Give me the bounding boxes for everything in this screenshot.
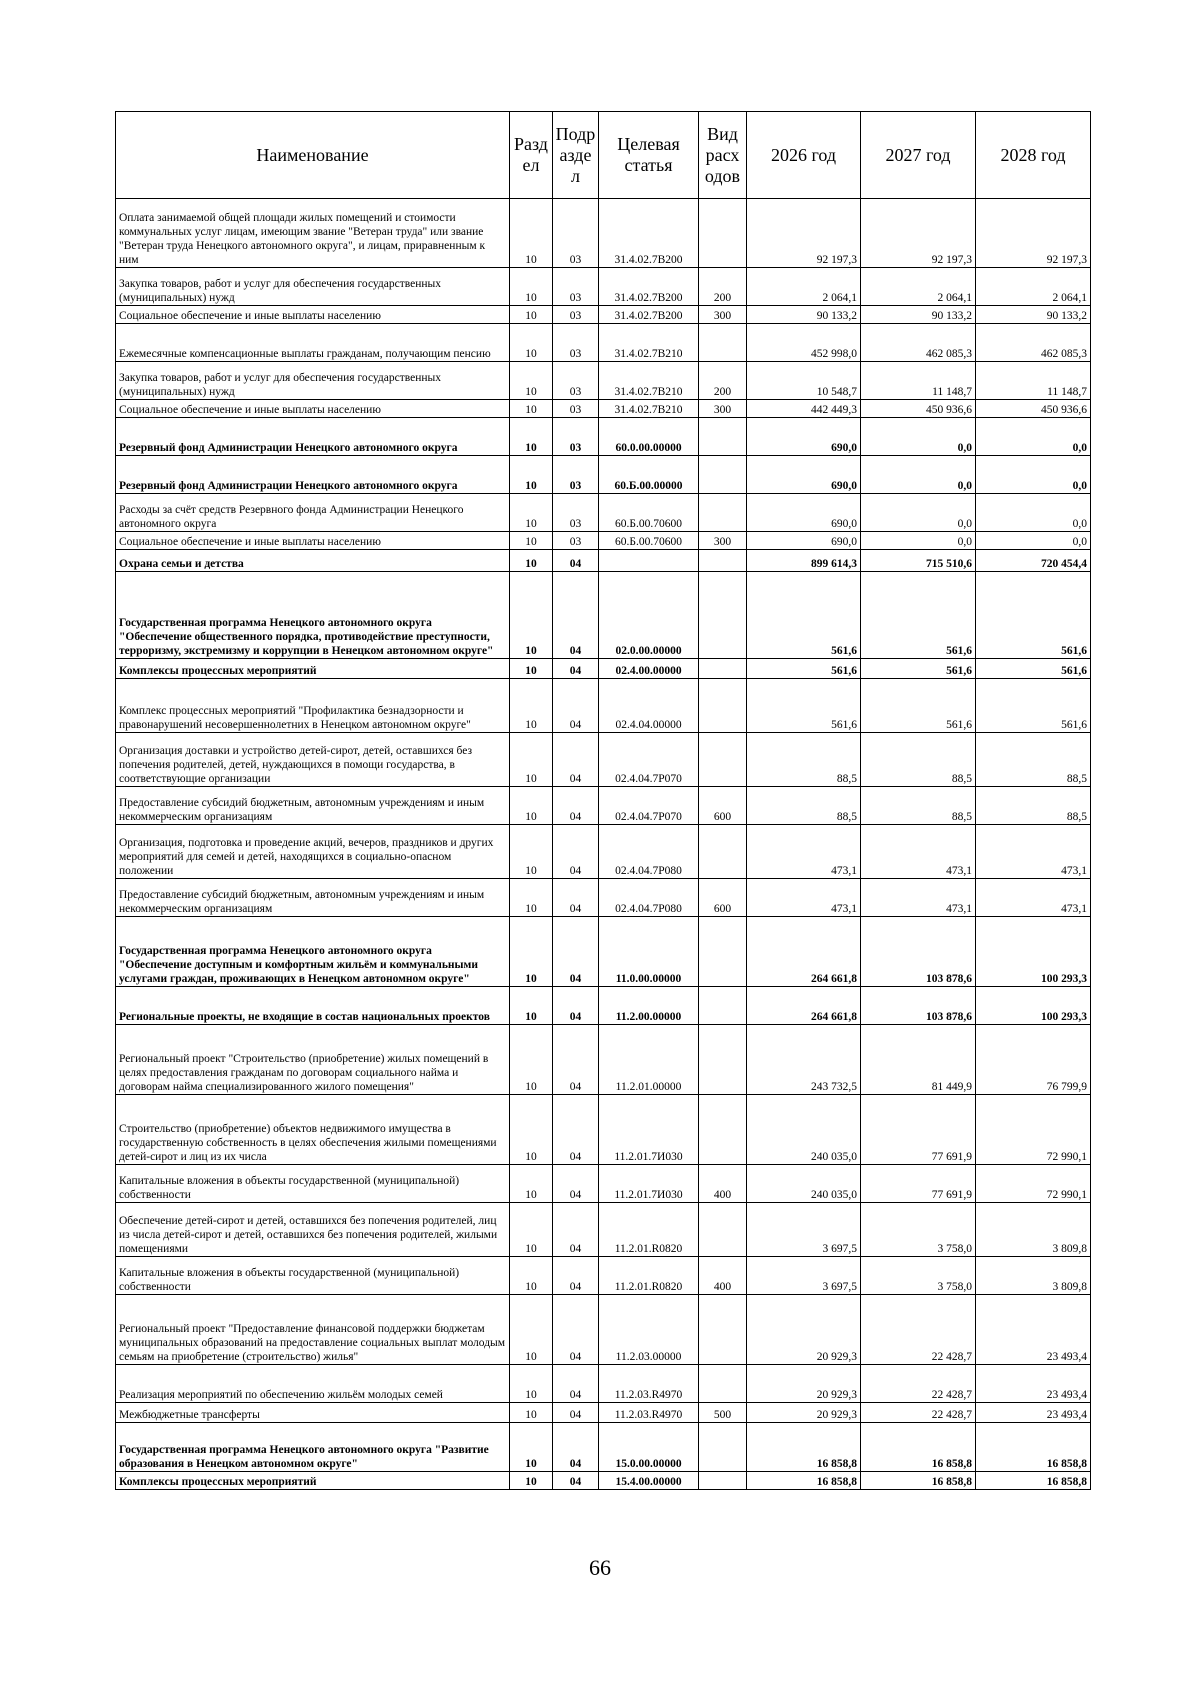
row-2026-cell: 473,1: [747, 879, 861, 917]
table-row: [116, 306, 1091, 324]
row-name-cell: Государственная программа Ненецкого автономного округа "Обеспечение доступным и комфортным жильём и коммунальными услугами граждан, проживающих в Ненецком автономном округе": [116, 917, 510, 987]
row-2027-cell: 561,6: [861, 659, 976, 679]
row-razdel-cell: 10: [510, 825, 553, 879]
row-2027-cell: 77 691,9: [861, 1095, 976, 1165]
row-name-cell: Социальное обеспечение и иные выплаты населению: [116, 306, 510, 324]
row-2028-cell: 0,0: [976, 456, 1091, 494]
row-vid-cell: 600: [699, 787, 747, 825]
row-podrazdel-cell: 03: [553, 199, 599, 268]
row-2026-cell: 690,0: [747, 494, 861, 532]
row-2027-cell: 715 510,6: [861, 550, 976, 572]
row-razdel-cell: 10: [510, 917, 553, 987]
row-razdel-cell: 10: [510, 1025, 553, 1095]
row-target-cell: 60.Б.00.70600: [599, 494, 699, 532]
row-2026-cell: 20 929,3: [747, 1403, 861, 1423]
row-razdel-cell: 10: [510, 199, 553, 268]
row-vid-cell: 300: [699, 306, 747, 324]
row-2026-cell: 16 858,8: [747, 1423, 861, 1472]
row-2026-cell: 3 697,5: [747, 1203, 861, 1257]
table-row: [116, 1165, 1091, 1203]
row-podrazdel-cell: 03: [553, 494, 599, 532]
row-target-cell: 02.4.00.00000: [599, 659, 699, 679]
row-2027-cell: 90 133,2: [861, 306, 976, 324]
row-name-cell: Региональные проекты, не входящие в состав национальных проектов: [116, 987, 510, 1025]
row-2027-cell: 473,1: [861, 879, 976, 917]
row-vid-cell: [699, 1025, 747, 1095]
row-2027-cell: 3 758,0: [861, 1257, 976, 1295]
row-name-cell: Закупка товаров, работ и услуг для обеспечения государственных (муниципальных) нужд: [116, 268, 510, 306]
row-2028-cell: 76 799,9: [976, 1025, 1091, 1095]
row-podrazdel-cell: 04: [553, 917, 599, 987]
table-row: [116, 362, 1091, 400]
row-razdel-cell: 10: [510, 1295, 553, 1365]
row-target-cell: 11.2.01.R0820: [599, 1257, 699, 1295]
row-2028-cell: 11 148,7: [976, 362, 1091, 400]
row-2027-cell: 22 428,7: [861, 1365, 976, 1403]
table-row: [116, 733, 1091, 787]
budget-table: [115, 111, 1091, 1490]
table-row: [116, 917, 1091, 987]
row-vid-cell: 200: [699, 362, 747, 400]
col-header-2026: 2026 год: [747, 112, 861, 199]
row-2026-cell: 690,0: [747, 532, 861, 550]
row-2028-cell: 720 454,4: [976, 550, 1091, 572]
row-podrazdel-cell: 03: [553, 324, 599, 362]
row-2028-cell: 72 990,1: [976, 1095, 1091, 1165]
row-2026-cell: 264 661,8: [747, 917, 861, 987]
row-name-cell: Региональный проект "Предоставление финансовой поддержки бюджетам муниципальных образований на предоставление социальных выплат молодым семьям на приобретение (строительство) жилья": [116, 1295, 510, 1365]
row-2028-cell: 3 809,8: [976, 1203, 1091, 1257]
row-2026-cell: 243 732,5: [747, 1025, 861, 1095]
row-2027-cell: 11 148,7: [861, 362, 976, 400]
row-target-cell: 11.2.01.7И030: [599, 1165, 699, 1203]
row-razdel-cell: 10: [510, 268, 553, 306]
table-row: [116, 1472, 1091, 1490]
row-name-cell: Комплексы процессных мероприятий: [116, 1472, 510, 1490]
row-vid-cell: 200: [699, 268, 747, 306]
row-target-cell: 31.4.02.7В210: [599, 324, 699, 362]
row-2026-cell: 20 929,3: [747, 1295, 861, 1365]
row-2026-cell: 92 197,3: [747, 199, 861, 268]
row-name-cell: Капитальные вложения в объекты государственной (муниципальной) собственности: [116, 1165, 510, 1203]
row-target-cell: 11.2.01.00000: [599, 1025, 699, 1095]
table-row: [116, 1257, 1091, 1295]
row-2027-cell: 561,6: [861, 679, 976, 733]
row-2028-cell: 72 990,1: [976, 1165, 1091, 1203]
row-vid-cell: 300: [699, 400, 747, 418]
row-2027-cell: 92 197,3: [861, 199, 976, 268]
table-row: [116, 1403, 1091, 1423]
row-2027-cell: 450 936,6: [861, 400, 976, 418]
row-2027-cell: 0,0: [861, 494, 976, 532]
col-header-podrazdel: Подр азде л: [553, 112, 599, 199]
row-razdel-cell: 10: [510, 987, 553, 1025]
row-2028-cell: 561,6: [976, 679, 1091, 733]
row-vid-cell: [699, 1203, 747, 1257]
row-vid-cell: [699, 917, 747, 987]
row-2026-cell: 88,5: [747, 733, 861, 787]
row-razdel-cell: 10: [510, 550, 553, 572]
row-vid-cell: [699, 659, 747, 679]
row-target-cell: 02.4.04.7Р070: [599, 787, 699, 825]
row-podrazdel-cell: 04: [553, 787, 599, 825]
row-vid-cell: [699, 1295, 747, 1365]
row-2028-cell: 88,5: [976, 733, 1091, 787]
row-vid-cell: 400: [699, 1165, 747, 1203]
row-name-cell: Региональный проект "Строительство (приобретение) жилых помещений в целях предоставления гражданам по договорам социального найма и договорам найма специализированного жилого помещения": [116, 1025, 510, 1095]
row-vid-cell: [699, 572, 747, 659]
row-2027-cell: 88,5: [861, 733, 976, 787]
col-header-name: Наименование: [116, 112, 510, 199]
row-2027-cell: 81 449,9: [861, 1025, 976, 1095]
row-target-cell: 15.4.00.00000: [599, 1472, 699, 1490]
row-podrazdel-cell: 03: [553, 532, 599, 550]
row-2026-cell: 442 449,3: [747, 400, 861, 418]
table-row: [116, 659, 1091, 679]
row-vid-cell: 600: [699, 879, 747, 917]
row-vid-cell: [699, 987, 747, 1025]
row-2028-cell: 473,1: [976, 825, 1091, 879]
row-target-cell: 02.0.00.00000: [599, 572, 699, 659]
table-row: [116, 418, 1091, 456]
row-2027-cell: 561,6: [861, 572, 976, 659]
row-target-cell: [599, 550, 699, 572]
row-2027-cell: 0,0: [861, 456, 976, 494]
row-vid-cell: [699, 825, 747, 879]
row-target-cell: 11.2.03.00000: [599, 1295, 699, 1365]
col-header-2027: 2027 год: [861, 112, 976, 199]
row-podrazdel-cell: 04: [553, 1025, 599, 1095]
row-podrazdel-cell: 04: [553, 1403, 599, 1423]
row-vid-cell: [699, 1095, 747, 1165]
row-podrazdel-cell: 04: [553, 1365, 599, 1403]
row-name-cell: Межбюджетные трансферты: [116, 1403, 510, 1423]
row-2026-cell: 690,0: [747, 456, 861, 494]
row-podrazdel-cell: 04: [553, 879, 599, 917]
row-razdel-cell: 10: [510, 1257, 553, 1295]
row-razdel-cell: 10: [510, 879, 553, 917]
row-razdel-cell: 10: [510, 1423, 553, 1472]
row-vid-cell: [699, 494, 747, 532]
table-row: [116, 825, 1091, 879]
row-2026-cell: 240 035,0: [747, 1165, 861, 1203]
row-2028-cell: 16 858,8: [976, 1423, 1091, 1472]
row-razdel-cell: 10: [510, 494, 553, 532]
row-2026-cell: 240 035,0: [747, 1095, 861, 1165]
row-podrazdel-cell: 03: [553, 456, 599, 494]
row-2028-cell: 23 493,4: [976, 1403, 1091, 1423]
row-razdel-cell: 10: [510, 362, 553, 400]
row-target-cell: 60.Б.00.70600: [599, 532, 699, 550]
row-2026-cell: 20 929,3: [747, 1365, 861, 1403]
col-header-vid: Вид расх одов: [699, 112, 747, 199]
row-razdel-cell: 10: [510, 1403, 553, 1423]
row-name-cell: Государственная программа Ненецкого автономного округа "Обеспечение общественного порядка, противодействие преступности, терроризму, экстремизму и коррупции в Ненецком автономном округе": [116, 572, 510, 659]
row-2027-cell: 16 858,8: [861, 1423, 976, 1472]
row-podrazdel-cell: 03: [553, 268, 599, 306]
table-row: [116, 1095, 1091, 1165]
page-number: 66: [589, 1555, 611, 1580]
row-podrazdel-cell: 04: [553, 987, 599, 1025]
row-name-cell: Строительство (приобретение) объектов недвижимого имущества в государственную собственность в целях обеспечения жилыми помещениями детей-сирот и лиц из их числа: [116, 1095, 510, 1165]
row-2026-cell: 473,1: [747, 825, 861, 879]
row-2027-cell: 462 085,3: [861, 324, 976, 362]
row-name-cell: Охрана семьи и детства: [116, 550, 510, 572]
row-razdel-cell: 10: [510, 532, 553, 550]
row-2028-cell: 450 936,6: [976, 400, 1091, 418]
row-name-cell: Обеспечение детей-сирот и детей, оставшихся без попечения родителей, лиц из числа детей-сирот и детей, оставшихся без попечения родителей, жилыми помещениями: [116, 1203, 510, 1257]
row-2026-cell: 264 661,8: [747, 987, 861, 1025]
row-target-cell: 11.2.01.R0820: [599, 1203, 699, 1257]
row-target-cell: 11.2.01.7И030: [599, 1095, 699, 1165]
row-podrazdel-cell: 04: [553, 1165, 599, 1203]
row-razdel-cell: 10: [510, 306, 553, 324]
table-row: [116, 1365, 1091, 1403]
row-2026-cell: 899 614,3: [747, 550, 861, 572]
table-row: [116, 1025, 1091, 1095]
row-name-cell: Резервный фонд Администрации Ненецкого автономного округа: [116, 456, 510, 494]
row-name-cell: Организация доставки и устройство детей-сирот, детей, оставшихся без попечения родителей, детей, нуждающихся в помощи государства, в соответствующие организации: [116, 733, 510, 787]
row-name-cell: Государственная программа Ненецкого автономного округа "Развитие образования в Ненецком автономном округе": [116, 1423, 510, 1472]
row-target-cell: 11.2.03.R4970: [599, 1365, 699, 1403]
row-2026-cell: 452 998,0: [747, 324, 861, 362]
row-podrazdel-cell: 03: [553, 362, 599, 400]
row-name-cell: Закупка товаров, работ и услуг для обеспечения государственных (муниципальных) нужд: [116, 362, 510, 400]
table-row: [116, 787, 1091, 825]
row-podrazdel-cell: 04: [553, 733, 599, 787]
row-razdel-cell: 10: [510, 1203, 553, 1257]
row-name-cell: Комплекс процессных мероприятий "Профилактика безнадзорности и правонарушений несовершеннолетних в Ненецком автономном округе": [116, 679, 510, 733]
row-razdel-cell: 10: [510, 787, 553, 825]
row-vid-cell: [699, 679, 747, 733]
row-razdel-cell: 10: [510, 572, 553, 659]
row-2028-cell: 3 809,8: [976, 1257, 1091, 1295]
row-target-cell: 02.4.04.00000: [599, 679, 699, 733]
row-2028-cell: 23 493,4: [976, 1365, 1091, 1403]
row-2027-cell: 2 064,1: [861, 268, 976, 306]
row-name-cell: Оплата занимаемой общей площади жилых помещений и стоимости коммунальных услуг лицам, имеющим звание "Ветеран труда" или звание "Ветеран труда Ненецкого автономного округа", и лицам, приравненным к ним: [116, 199, 510, 268]
row-name-cell: Реализация мероприятий по обеспечению жильём молодых семей: [116, 1365, 510, 1403]
row-target-cell: 02.4.04.7Р080: [599, 879, 699, 917]
row-vid-cell: 400: [699, 1257, 747, 1295]
table-row: [116, 879, 1091, 917]
col-header-razdel: Разд ел: [510, 112, 553, 199]
col-header-target: Целевая статья: [599, 112, 699, 199]
table-row: [116, 550, 1091, 572]
row-podrazdel-cell: 04: [553, 1295, 599, 1365]
row-podrazdel-cell: 03: [553, 400, 599, 418]
row-podrazdel-cell: 04: [553, 825, 599, 879]
row-2028-cell: 561,6: [976, 659, 1091, 679]
row-2027-cell: 0,0: [861, 418, 976, 456]
row-vid-cell: [699, 324, 747, 362]
table-body: [116, 199, 1091, 1490]
row-target-cell: 11.0.00.00000: [599, 917, 699, 987]
row-razdel-cell: 10: [510, 324, 553, 362]
col-header-2028: 2028 год: [976, 112, 1091, 199]
row-target-cell: 31.4.02.7В200: [599, 306, 699, 324]
row-vid-cell: [699, 733, 747, 787]
row-2028-cell: 100 293,3: [976, 917, 1091, 987]
table-row: [116, 1423, 1091, 1472]
row-target-cell: 15.0.00.00000: [599, 1423, 699, 1472]
row-name-cell: Социальное обеспечение и иные выплаты населению: [116, 532, 510, 550]
row-target-cell: 60.Б.00.00000: [599, 456, 699, 494]
row-2028-cell: 2 064,1: [976, 268, 1091, 306]
row-razdel-cell: 10: [510, 1365, 553, 1403]
row-2026-cell: 88,5: [747, 787, 861, 825]
row-2026-cell: 561,6: [747, 679, 861, 733]
row-target-cell: 31.4.02.7В210: [599, 362, 699, 400]
row-2027-cell: 16 858,8: [861, 1472, 976, 1490]
row-podrazdel-cell: 04: [553, 1257, 599, 1295]
row-name-cell: Капитальные вложения в объекты государственной (муниципальной) собственности: [116, 1257, 510, 1295]
table-row: [116, 572, 1091, 659]
row-target-cell: 31.4.02.7В200: [599, 268, 699, 306]
row-2028-cell: 561,6: [976, 572, 1091, 659]
row-vid-cell: [699, 199, 747, 268]
row-2028-cell: 90 133,2: [976, 306, 1091, 324]
row-target-cell: 31.4.02.7В210: [599, 400, 699, 418]
row-2028-cell: 0,0: [976, 418, 1091, 456]
row-2026-cell: 561,6: [747, 572, 861, 659]
row-2026-cell: 10 548,7: [747, 362, 861, 400]
row-target-cell: 11.2.00.00000: [599, 987, 699, 1025]
row-2028-cell: 16 858,8: [976, 1472, 1091, 1490]
table-row: [116, 1203, 1091, 1257]
table-row: [116, 456, 1091, 494]
row-podrazdel-cell: 03: [553, 418, 599, 456]
row-name-cell: Организация, подготовка и проведение акций, вечеров, праздников и других мероприятий для семей и детей, находящихся в социально-опасном положении: [116, 825, 510, 879]
row-name-cell: Резервный фонд Администрации Ненецкого автономного округа: [116, 418, 510, 456]
row-vid-cell: [699, 1365, 747, 1403]
row-razdel-cell: 10: [510, 418, 553, 456]
row-vid-cell: 500: [699, 1403, 747, 1423]
row-target-cell: 31.4.02.7В200: [599, 199, 699, 268]
row-podrazdel-cell: 04: [553, 1472, 599, 1490]
row-vid-cell: [699, 1472, 747, 1490]
row-podrazdel-cell: 04: [553, 550, 599, 572]
row-2026-cell: 561,6: [747, 659, 861, 679]
row-2026-cell: 16 858,8: [747, 1472, 861, 1490]
row-2026-cell: 90 133,2: [747, 306, 861, 324]
row-2027-cell: 77 691,9: [861, 1165, 976, 1203]
table-row: [116, 532, 1091, 550]
row-vid-cell: [699, 456, 747, 494]
row-vid-cell: 300: [699, 532, 747, 550]
table-row: [116, 679, 1091, 733]
row-2027-cell: 22 428,7: [861, 1403, 976, 1423]
row-2026-cell: 3 697,5: [747, 1257, 861, 1295]
row-2026-cell: 2 064,1: [747, 268, 861, 306]
row-2027-cell: 3 758,0: [861, 1203, 976, 1257]
row-razdel-cell: 10: [510, 1095, 553, 1165]
row-razdel-cell: 10: [510, 659, 553, 679]
row-2027-cell: 103 878,6: [861, 917, 976, 987]
row-2027-cell: 88,5: [861, 787, 976, 825]
row-2027-cell: 473,1: [861, 825, 976, 879]
table-row: [116, 199, 1091, 268]
row-podrazdel-cell: 04: [553, 1423, 599, 1472]
row-vid-cell: [699, 550, 747, 572]
row-2028-cell: 0,0: [976, 532, 1091, 550]
row-target-cell: 11.2.03.R4970: [599, 1403, 699, 1423]
table-row: [116, 400, 1091, 418]
row-razdel-cell: 10: [510, 1165, 553, 1203]
row-2027-cell: 22 428,7: [861, 1295, 976, 1365]
row-2028-cell: 88,5: [976, 787, 1091, 825]
row-razdel-cell: 10: [510, 400, 553, 418]
row-name-cell: Комплексы процессных мероприятий: [116, 659, 510, 679]
row-razdel-cell: 10: [510, 679, 553, 733]
row-target-cell: 60.0.00.00000: [599, 418, 699, 456]
table-row: [116, 324, 1091, 362]
row-2028-cell: 100 293,3: [976, 987, 1091, 1025]
row-target-cell: 02.4.04.7Р080: [599, 825, 699, 879]
row-podrazdel-cell: 04: [553, 1095, 599, 1165]
row-podrazdel-cell: 04: [553, 679, 599, 733]
row-2028-cell: 473,1: [976, 879, 1091, 917]
table-row: [116, 494, 1091, 532]
row-name-cell: Социальное обеспечение и иные выплаты населению: [116, 400, 510, 418]
row-2028-cell: 0,0: [976, 494, 1091, 532]
table-header-row: [116, 112, 1091, 199]
row-podrazdel-cell: 04: [553, 1203, 599, 1257]
row-vid-cell: [699, 418, 747, 456]
row-name-cell: Предоставление субсидий бюджетным, автономным учреждениям и иным некоммерческим организациям: [116, 879, 510, 917]
table-row: [116, 268, 1091, 306]
row-name-cell: Предоставление субсидий бюджетным, автономным учреждениям и иным некоммерческим организациям: [116, 787, 510, 825]
row-2027-cell: 103 878,6: [861, 987, 976, 1025]
row-razdel-cell: 10: [510, 733, 553, 787]
row-podrazdel-cell: 04: [553, 659, 599, 679]
row-name-cell: Ежемесячные компенсационные выплаты гражданам, получающим пенсию: [116, 324, 510, 362]
row-2026-cell: 690,0: [747, 418, 861, 456]
row-2028-cell: 23 493,4: [976, 1295, 1091, 1365]
row-2027-cell: 0,0: [861, 532, 976, 550]
table-row: [116, 1295, 1091, 1365]
table-row: [116, 987, 1091, 1025]
row-2028-cell: 462 085,3: [976, 324, 1091, 362]
row-podrazdel-cell: 03: [553, 306, 599, 324]
row-name-cell: Расходы за счёт средств Резервного фонда Администрации Ненецкого автономного округа: [116, 494, 510, 532]
row-podrazdel-cell: 04: [553, 572, 599, 659]
row-vid-cell: [699, 1423, 747, 1472]
row-target-cell: 02.4.04.7Р070: [599, 733, 699, 787]
row-2028-cell: 92 197,3: [976, 199, 1091, 268]
row-razdel-cell: 10: [510, 456, 553, 494]
row-razdel-cell: 10: [510, 1472, 553, 1490]
